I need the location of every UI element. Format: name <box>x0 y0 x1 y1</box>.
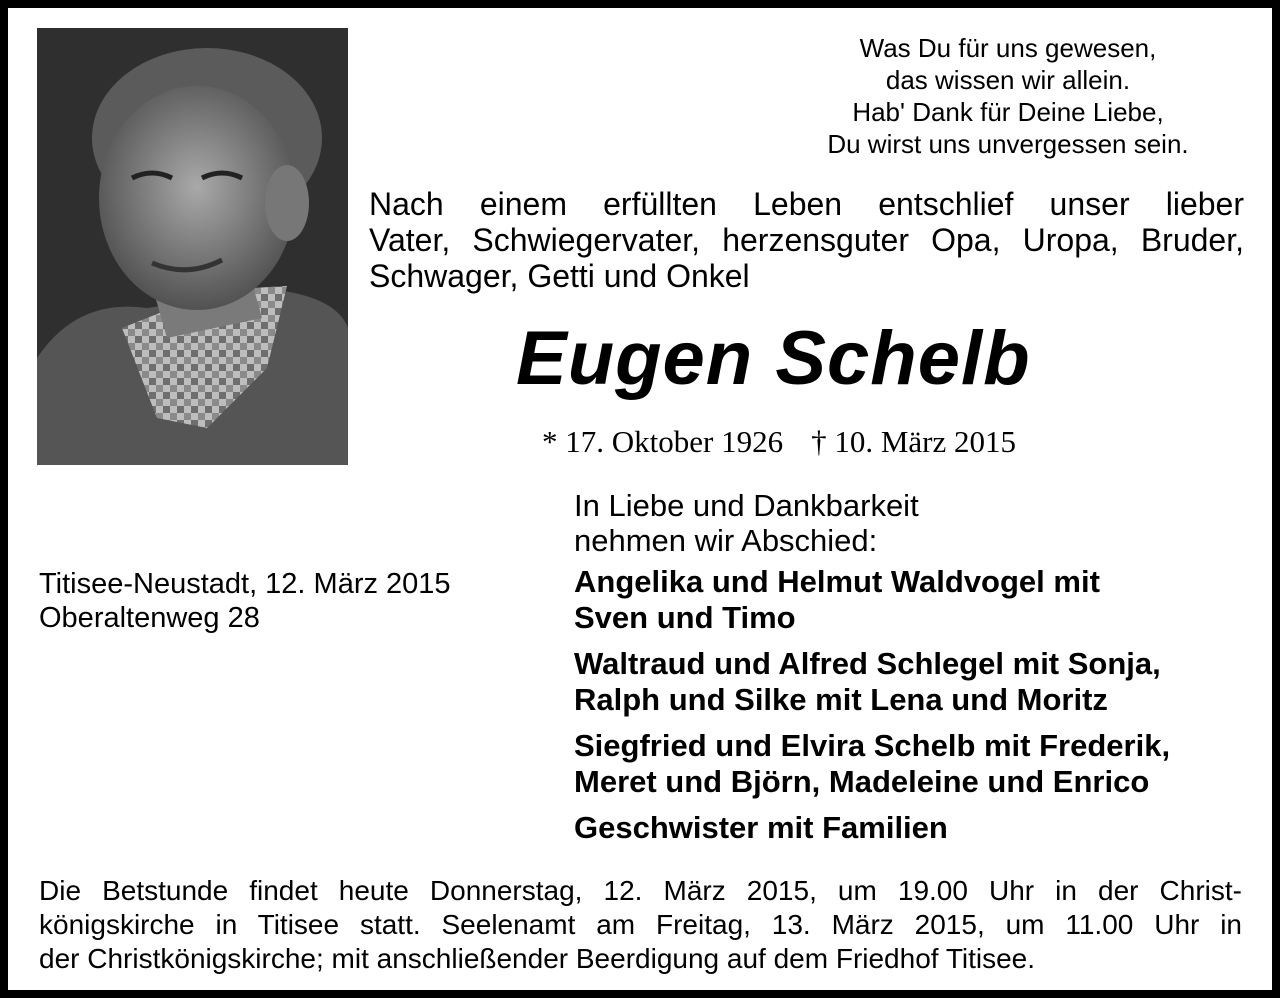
poem <box>778 32 1238 160</box>
mourner-line: Angelika und Helmut Waldvogel mit <box>574 564 1100 599</box>
mourner-group <box>574 728 1170 800</box>
mourner-line: Meret und Björn, Madeleine und Enrico <box>574 764 1150 799</box>
deceased-name: Eugen Schelb <box>516 316 1031 401</box>
birth-date: * 17. Oktober 1926 <box>542 424 784 459</box>
footer-line: Die Betstunde findet heute Donnerstag, 12. März 2015, um 19.00 Uhr in der Christ- <box>39 875 1242 906</box>
poem-line: Du wirst uns unvergessen sein. <box>827 129 1189 159</box>
footer-line: der Christkönigskirche; mit anschließender Beerdigung auf dem Friedhof Titisee. <box>39 943 1036 974</box>
mourners-list <box>574 564 1170 856</box>
mourner-line: Waltraud und Alfred Schlegel mit Sonja, <box>574 646 1161 681</box>
mourner-line: Sven und Timo <box>574 600 796 635</box>
intro-line: Nach einem erfüllten Leben entschlief unser lieber <box>369 186 1244 222</box>
mourner-group <box>574 564 1170 636</box>
obituary-notice <box>8 8 1272 990</box>
intro-line: Schwager, Getti und Onkel <box>369 258 750 294</box>
death-date: † 10. März 2015 <box>811 424 1016 459</box>
mourner-group <box>574 810 1170 846</box>
footer-line: königskirche in Titisee statt. Seelenamt am Freitag, 13. März 2015, um 11.00 Uhr in <box>39 909 1242 940</box>
place-and-address <box>39 567 451 635</box>
place-date: Titisee-Neustadt, 12. März 2015 <box>39 568 451 600</box>
life-dates <box>542 424 1044 460</box>
farewell-text <box>574 488 919 558</box>
service-information <box>39 874 1242 976</box>
mourner-line: Ralph und Silke mit Lena und Moritz <box>574 682 1108 717</box>
farewell-line: nehmen wir Abschied: <box>574 523 878 558</box>
mourner-group <box>574 646 1170 718</box>
poem-line: Hab' Dank für Deine Liebe, <box>852 97 1164 127</box>
portrait-photo <box>37 28 348 465</box>
address: Oberaltenweg 28 <box>39 602 260 634</box>
poem-line: Was Du für uns gewesen, <box>859 33 1157 63</box>
poem-line: das wissen wir allein. <box>885 65 1131 95</box>
mourner-line: Geschwister mit Familien <box>574 810 948 845</box>
farewell-line: In Liebe und Dankbarkeit <box>574 488 919 523</box>
intro-text <box>369 186 1244 294</box>
intro-line: Vater, Schwiegervater, herzensguter Opa, Uropa, Bruder, <box>369 222 1244 258</box>
mourner-line: Siegfried und Elvira Schelb mit Frederik, <box>574 728 1171 763</box>
